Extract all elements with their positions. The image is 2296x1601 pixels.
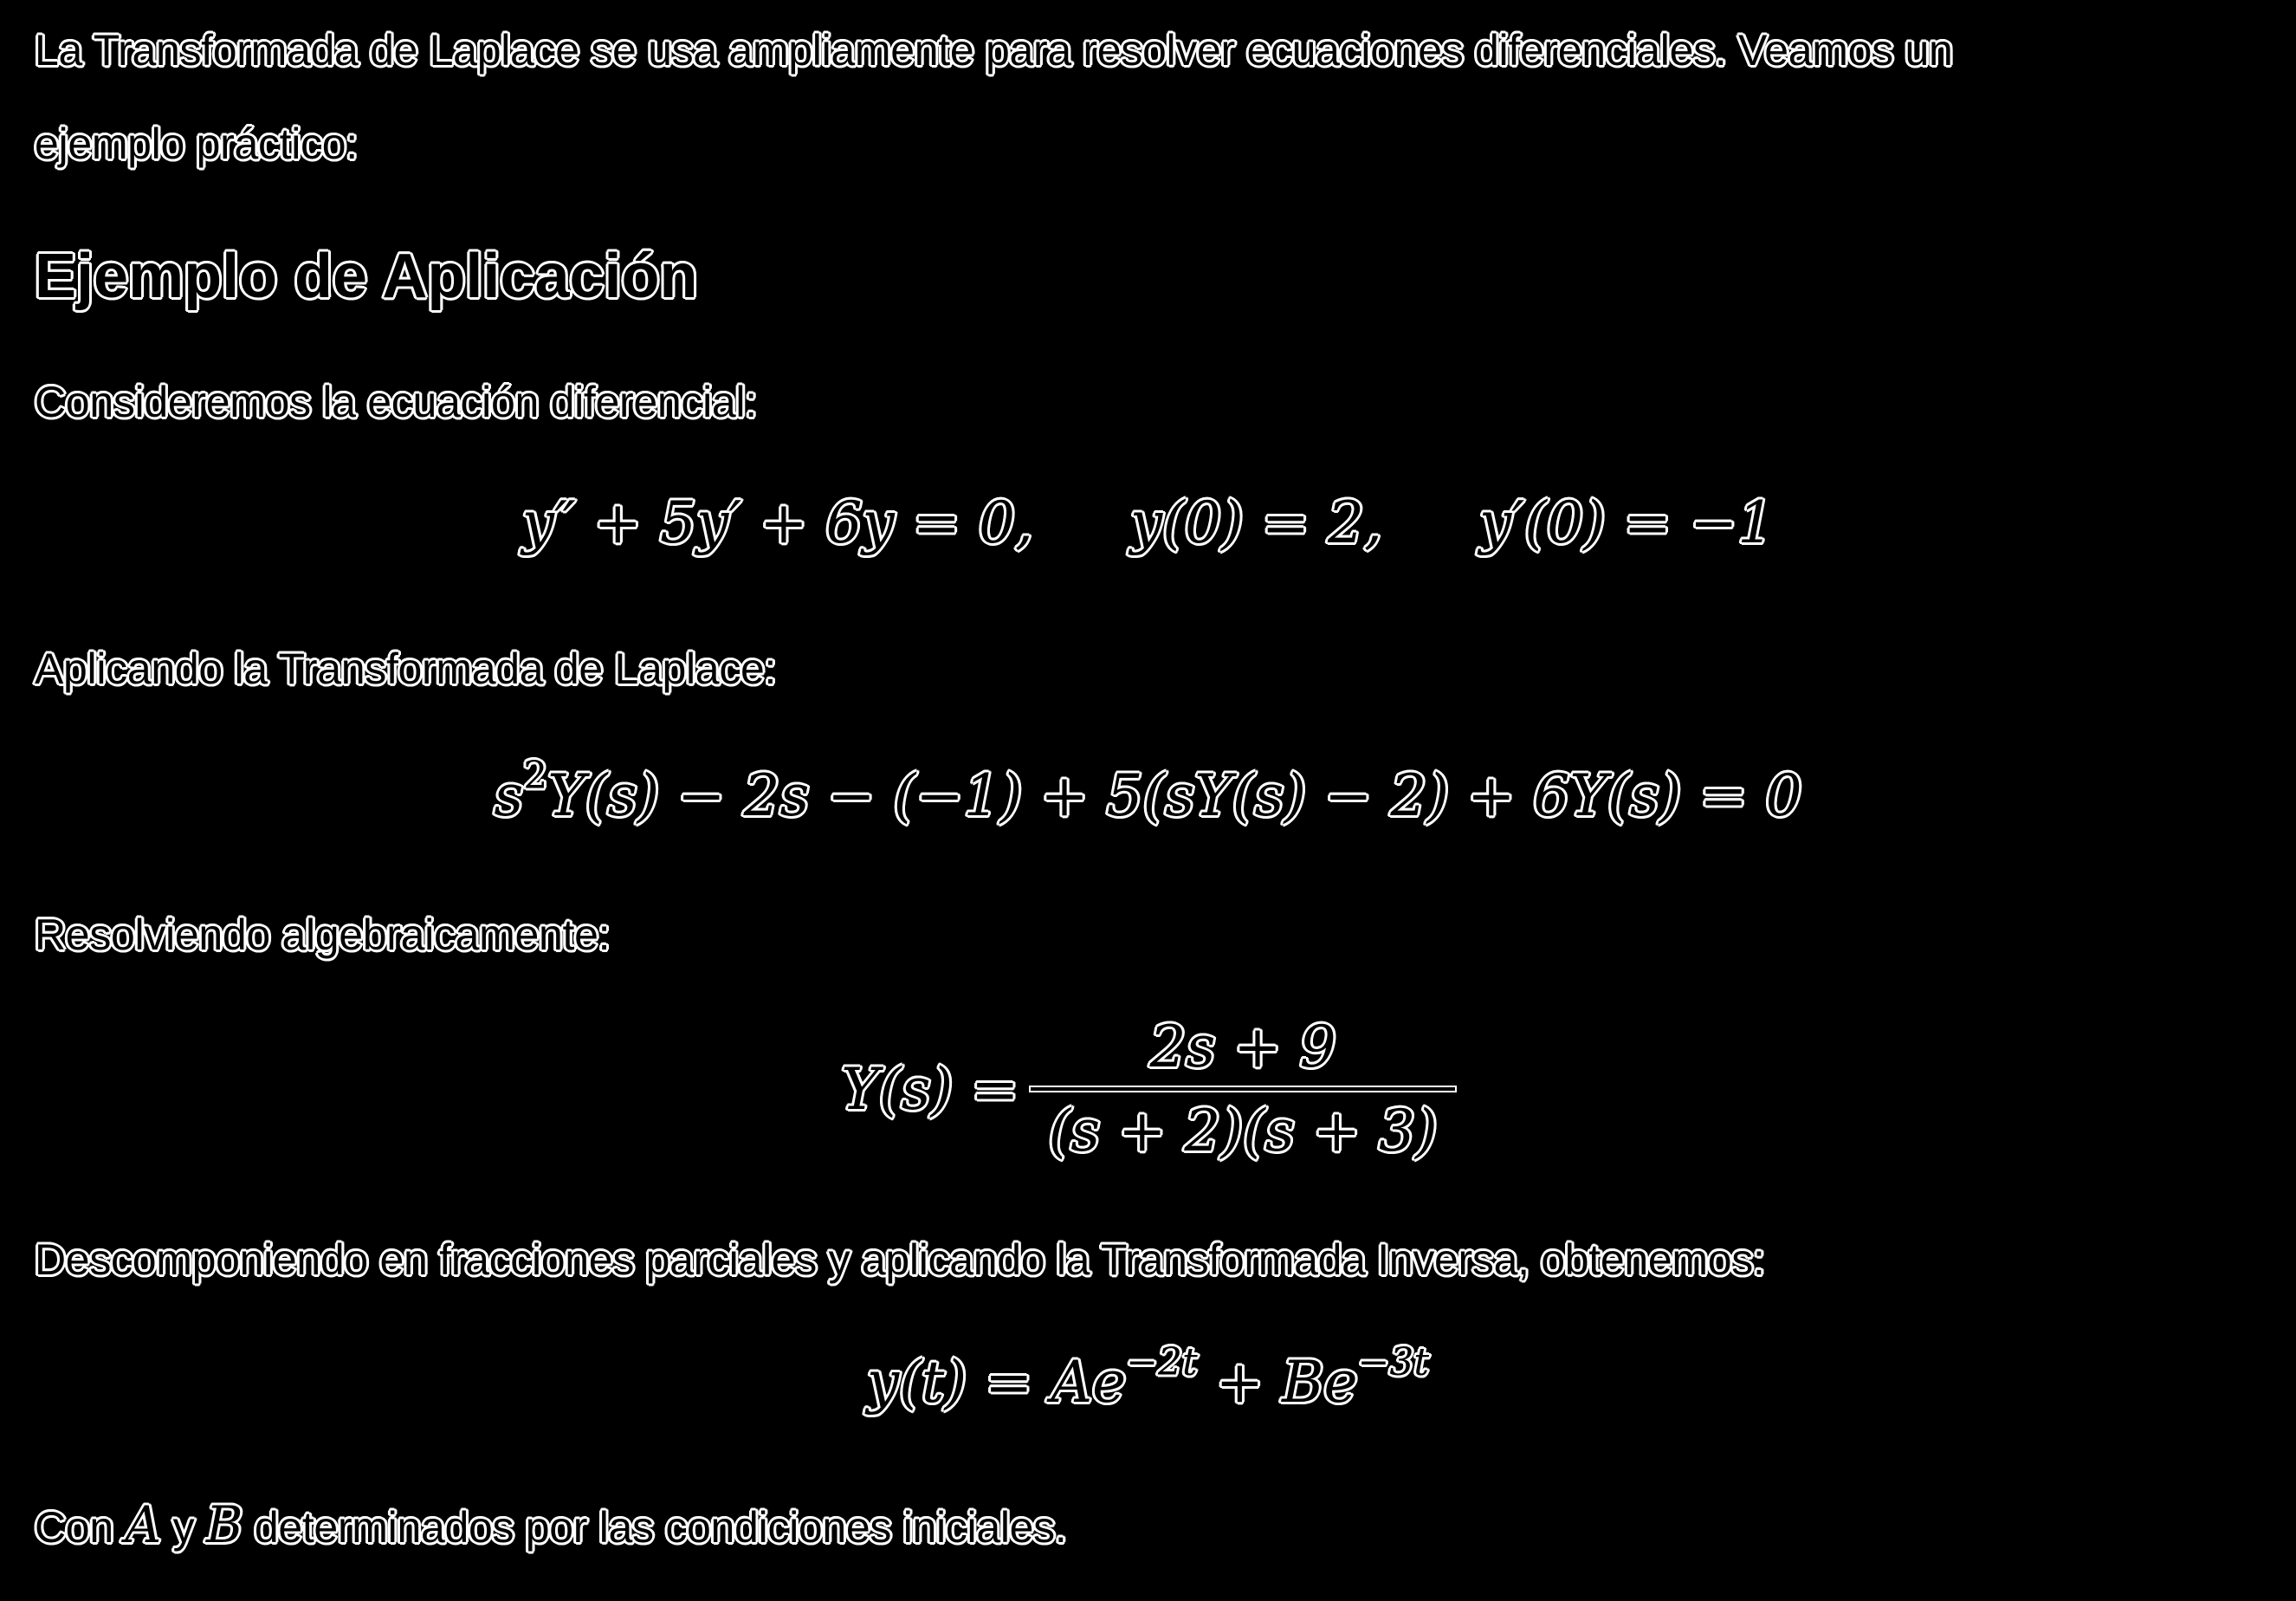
constant-a: A bbox=[125, 1495, 162, 1554]
constant-b: B bbox=[205, 1495, 243, 1554]
final-sentence bbox=[35, 1478, 1066, 1574]
fraction bbox=[1031, 1014, 1454, 1164]
consider-text: Consideremos la ecuación diferencial: bbox=[35, 378, 757, 426]
fraction-denominator: (s + 2)(s + 3) bbox=[1048, 1098, 1438, 1164]
solution-exp-2: −3t bbox=[1357, 1340, 1430, 1384]
intro-line-2: ejemplo práctico: bbox=[35, 120, 358, 168]
intro-line-1: La Transformada de Laplace se usa ampliamente para resolver ecuaciones diferenciales. Veamos un bbox=[35, 26, 1953, 75]
fraction-lhs: Y(s) = bbox=[841, 1055, 1019, 1123]
laplace-s-exponent: 2 bbox=[523, 754, 548, 798]
final-suffix: determinados por las condiciones iniciales. bbox=[243, 1503, 1067, 1552]
differential-equation bbox=[0, 489, 2296, 556]
ode-expression: y″ + 5y′ + 6y = 0, bbox=[521, 489, 1033, 556]
initial-condition-dy: y′(0) = −1 bbox=[1478, 489, 1775, 556]
solution-equation bbox=[0, 1340, 2296, 1416]
solution-fraction-equation bbox=[0, 1014, 2296, 1164]
solution-exp-1: −2t bbox=[1126, 1340, 1198, 1384]
apply-text: Aplicando la Transformada de Laplace: bbox=[35, 645, 777, 693]
laplace-rest: Y(s) − 2s − (−1) + 5(sY(s) − 2) + 6Y(s) = 0 bbox=[547, 762, 1802, 829]
initial-condition-y: y(0) = 2, bbox=[1129, 489, 1382, 556]
fraction-numerator: 2s + 9 bbox=[1149, 1014, 1336, 1080]
decompose-text: Descomponiendo en fracciones parciales y aplicando la Transformada Inversa, obtenemos: bbox=[35, 1235, 1765, 1284]
laplace-s: s bbox=[494, 762, 524, 829]
final-prefix: Con bbox=[35, 1503, 126, 1552]
solution-mid: + Be bbox=[1197, 1349, 1358, 1416]
laplace-equation bbox=[0, 754, 2296, 829]
solve-text: Resolviendo algebraicamente: bbox=[35, 911, 611, 959]
final-mid: y bbox=[161, 1503, 206, 1552]
solution-lhs: y(t) = Ae bbox=[866, 1349, 1127, 1416]
section-heading: Ejemplo de Aplicación bbox=[35, 242, 698, 311]
